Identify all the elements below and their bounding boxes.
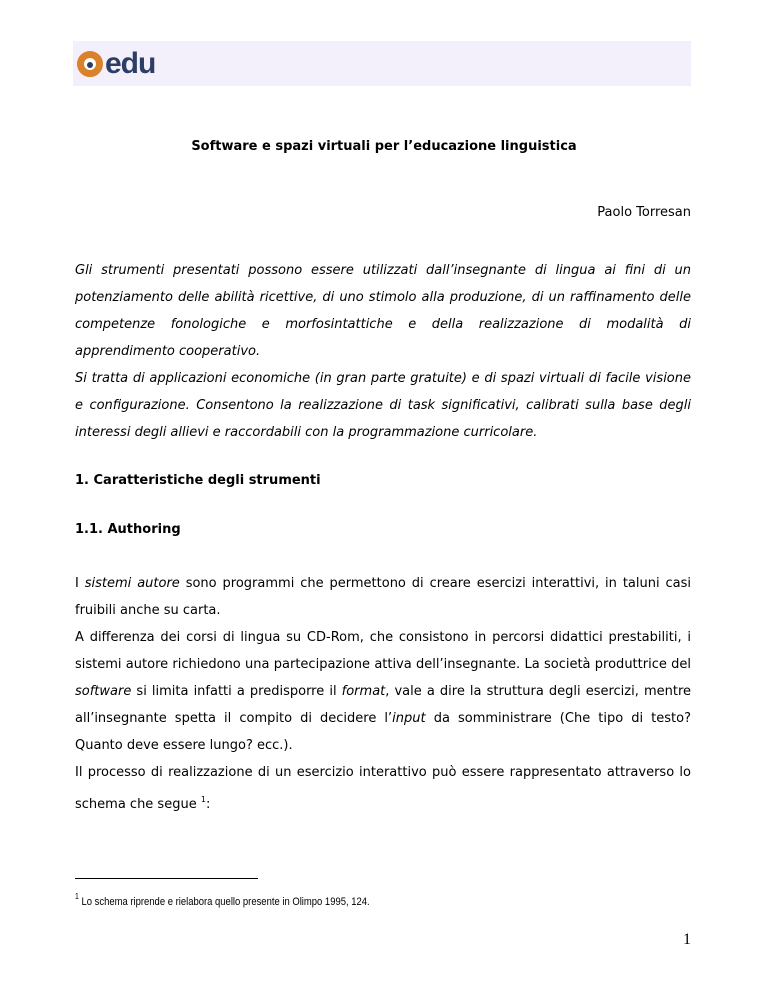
abstract xyxy=(75,257,691,446)
emphasis: software xyxy=(75,684,132,699)
author-name: Paolo Torresan xyxy=(597,205,691,220)
text-run: si limita infatti a predisporre il xyxy=(131,684,342,699)
body-paragraph xyxy=(75,759,691,818)
page-number: 1 xyxy=(683,931,691,948)
footnote-marker: 1 xyxy=(75,892,79,901)
text-run: da somministrare (Che tipo di testo? Quanto deve essere lungo? ecc.). xyxy=(75,711,691,753)
body-paragraph xyxy=(75,624,691,759)
footnote-divider xyxy=(75,878,258,879)
text-run: : xyxy=(205,797,211,812)
footnote xyxy=(75,892,370,908)
text-run: I xyxy=(75,576,85,591)
footnote-text: Lo schema riprende e rielabora quello presente in Olimpo 1995, 124. xyxy=(81,896,370,908)
footnote-reference: 1 xyxy=(200,795,206,804)
subsection-heading: 1.1. Authoring xyxy=(75,522,181,537)
text-run: sono programmi che permettono di creare esercizi interattivi, in taluni casi fruibili anche su carta. xyxy=(75,576,691,618)
logo xyxy=(77,45,155,83)
text-run: , vale a dire la struttura degli esercizi, mentre all’insegnante spetta il compito di decidere l’ xyxy=(75,684,692,726)
document-title: Software e spazi virtuali per l’educazione linguistica xyxy=(191,139,577,154)
circle-logo-icon xyxy=(77,51,103,77)
text-run: Il processo di realizzazione di un esercizio interattivo può essere rappresentato attraverso lo schema che segue xyxy=(75,765,691,812)
header-banner xyxy=(73,41,691,86)
emphasis: input xyxy=(392,711,426,726)
body-text xyxy=(75,570,691,818)
emphasis: sistemi autore xyxy=(84,576,180,591)
body-paragraph xyxy=(75,570,691,624)
emphasis: format xyxy=(341,684,386,699)
text-run: A differenza dei corsi di lingua su CD-Rom, che consistono in percorsi didattici prestabiliti, i sistemi autore richiedono una partecipazione attiva dell’insegnante. La società produttrice del xyxy=(75,630,691,672)
abstract-paragraph: Gli strumenti presentati possono essere utilizzati dall’insegnante di lingua ai fini di un potenziamento delle abilità ricettive, di uno stimolo alla produzione, di un raffinamento delle competenze fonologiche e morfosintattiche e della realizzazione di modalità di apprendimento cooperativo. xyxy=(75,263,691,359)
logo-text: edu xyxy=(105,47,156,80)
section-heading: 1. Caratteristiche degli strumenti xyxy=(75,473,321,488)
abstract-paragraph: Si tratta di applicazioni economiche (in gran parte gratuite) e di spazi virtuali di facile visione e configurazione. Consentono la realizzazione di task significativi, calibrati sulla base degli interessi degli allievi e raccordabili con la programmazione curricolare. xyxy=(75,371,691,440)
